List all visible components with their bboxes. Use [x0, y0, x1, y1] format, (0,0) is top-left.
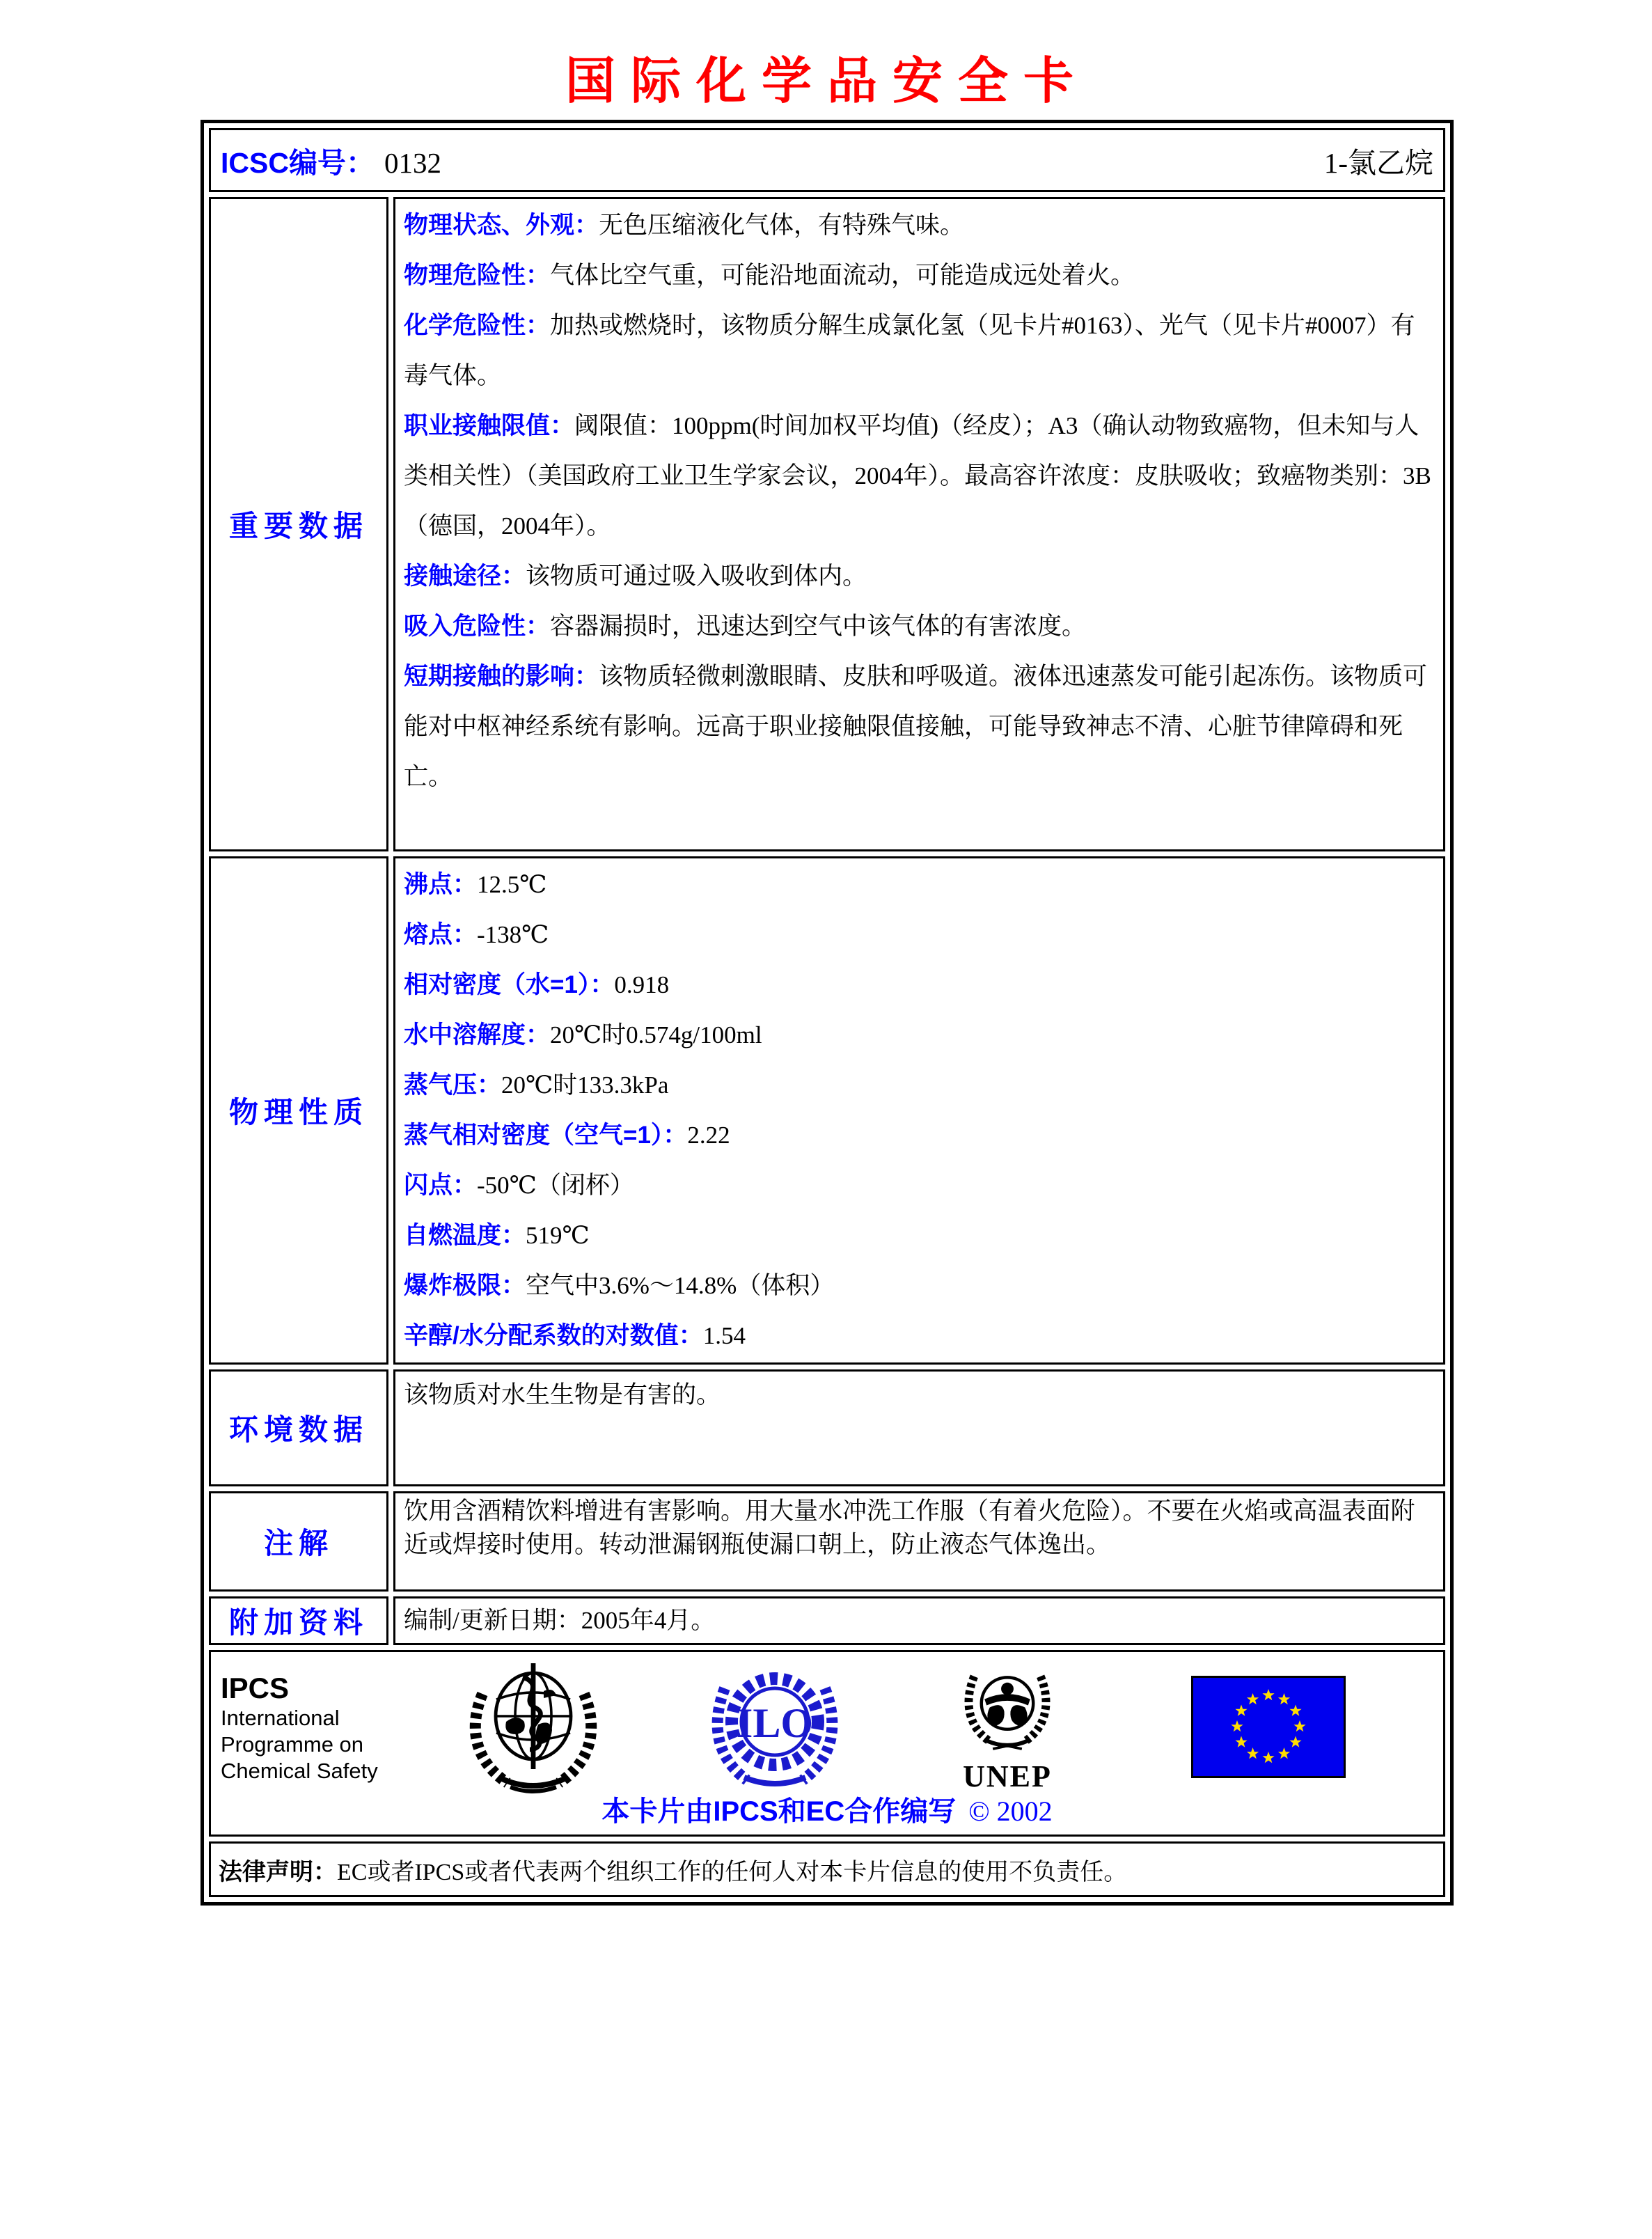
cooperation-caption: [211, 1789, 1443, 1829]
physical-property: 相对密度（水=1）：0.918: [404, 971, 670, 998]
physical-property: 闪点：-50℃（闭杯）: [404, 1172, 634, 1199]
icsc-number-value: 0132: [384, 146, 441, 179]
important-item: 物理状态、外观：无色压缩液化气体，有特殊气味。: [404, 212, 965, 239]
legal-notice-row: [209, 1841, 1445, 1897]
legal-notice-cell: [209, 1841, 1445, 1897]
physical-property: 蒸气相对密度（空气=1）：2.22: [404, 1122, 730, 1149]
ilo-logo-icon: [705, 1658, 844, 1800]
svg-text:ILO: ILO: [736, 1700, 814, 1746]
copyright-text: © 2002: [968, 1796, 1053, 1827]
physical-property: 自燃温度：519℃: [404, 1222, 590, 1249]
physical-property: 熔点：-138℃: [404, 921, 549, 948]
unep-logo-icon: [938, 1662, 1077, 1791]
physical-properties-content: [393, 856, 1445, 1365]
icsc-number-label: ICSC编号：: [221, 146, 375, 179]
physical-property: 水中溶解度：20℃时0.574g/100ml: [404, 1021, 762, 1048]
who-logo-icon: [460, 1658, 606, 1800]
row-label-additional-info: 附加资料: [209, 1596, 388, 1645]
legal-notice-text: EC或者IPCS或者代表两个组织工作的任何人对本卡片信息的使用不负责任。: [337, 1859, 1128, 1885]
row-label-environmental-data: 环境数据: [209, 1369, 388, 1486]
page-title: 国际化学品安全卡: [565, 54, 1089, 109]
important-item: 吸入危险性：容器漏损时，迅速达到空气中该气体的有害浓度。: [404, 613, 1087, 640]
notes-row: [209, 1491, 1445, 1592]
additional-info-content: 编制/更新日期：2005年4月。: [393, 1596, 1445, 1645]
environmental-data-content: 该物质对水生生物是有害的。: [393, 1369, 1445, 1486]
notes-content: 饮用含酒精饮料增进有害影响。用大量水冲洗工作服（有着火危险）。不要在火焰或高温表面附近或焊接时使用。转动泄漏钢瓶使漏口朝上，防止液态气体逸出。: [393, 1491, 1445, 1592]
physical-property: 沸点：12.5℃: [404, 871, 547, 898]
additional-info-row: [209, 1596, 1445, 1645]
chemical-name: 1-氯乙烷: [1323, 146, 1433, 179]
icsc-header-row: [209, 128, 1445, 192]
important-item: 职业接触限值：阈限值：100ppm(时间加权平均值)（经皮）；A3（确认动物致癌物，但未知与人类相关性）（美国政府工业卫生学家会议，2004年）。最高容许浓度：皮肤吸收；致癌物类别：3B（德国，2004年）。: [404, 412, 1431, 540]
row-label-physical-properties: 物理性质: [209, 856, 388, 1365]
icsc-card-table: [200, 120, 1454, 1906]
important-item: 化学危险性：加热或燃烧时，该物质分解生成氯化氢（见卡片#0163）、光气（见卡片#0007）有毒气体。: [404, 312, 1415, 389]
environmental-data-row: [209, 1369, 1445, 1486]
row-label-important-data: 重要数据: [209, 197, 388, 851]
important-item: 短期接触的影响：该物质轻微刺激眼睛、皮肤和呼吸道。液体迅速蒸发可能引起冻伤。该物质可能对中枢神经系统有影响。远高于职业接触限值接触，可能导致神志不清、心脏节律障碍和死亡。: [404, 663, 1428, 790]
physical-properties-row: [209, 856, 1445, 1365]
cooperation-caption-text: 本卡片由IPCS和EC合作编写: [601, 1796, 957, 1827]
logos-row: [209, 1650, 1445, 1837]
ipcs-text-block: IPCS International Programme on Chemical Safety: [221, 1672, 378, 1783]
logos-cell: [209, 1650, 1445, 1837]
important-item: 物理危险性：气体比空气重，可能沿地面流动，可能造成远处着火。: [404, 262, 1135, 289]
important-data-content: [393, 197, 1445, 851]
unep-logo-text: UNEP: [963, 1759, 1052, 1793]
important-item: 接触途径：该物质可通过吸入吸收到体内。: [404, 563, 867, 590]
important-data-row: [209, 197, 1445, 851]
physical-property: 蒸气压：20℃时133.3kPa: [404, 1071, 669, 1099]
physical-property: 辛醇/水分配系数的对数值：1.54: [404, 1322, 746, 1349]
icsc-number-group: [221, 140, 441, 181]
eu-flag-icon: [1191, 1676, 1346, 1782]
row-label-notes: 注解: [209, 1491, 388, 1592]
icsc-header-cell: [209, 128, 1445, 192]
legal-notice-label: 法律声明：: [219, 1858, 337, 1885]
physical-property: 爆炸极限：空气中3.6%～14.8%（体积）: [404, 1272, 835, 1299]
